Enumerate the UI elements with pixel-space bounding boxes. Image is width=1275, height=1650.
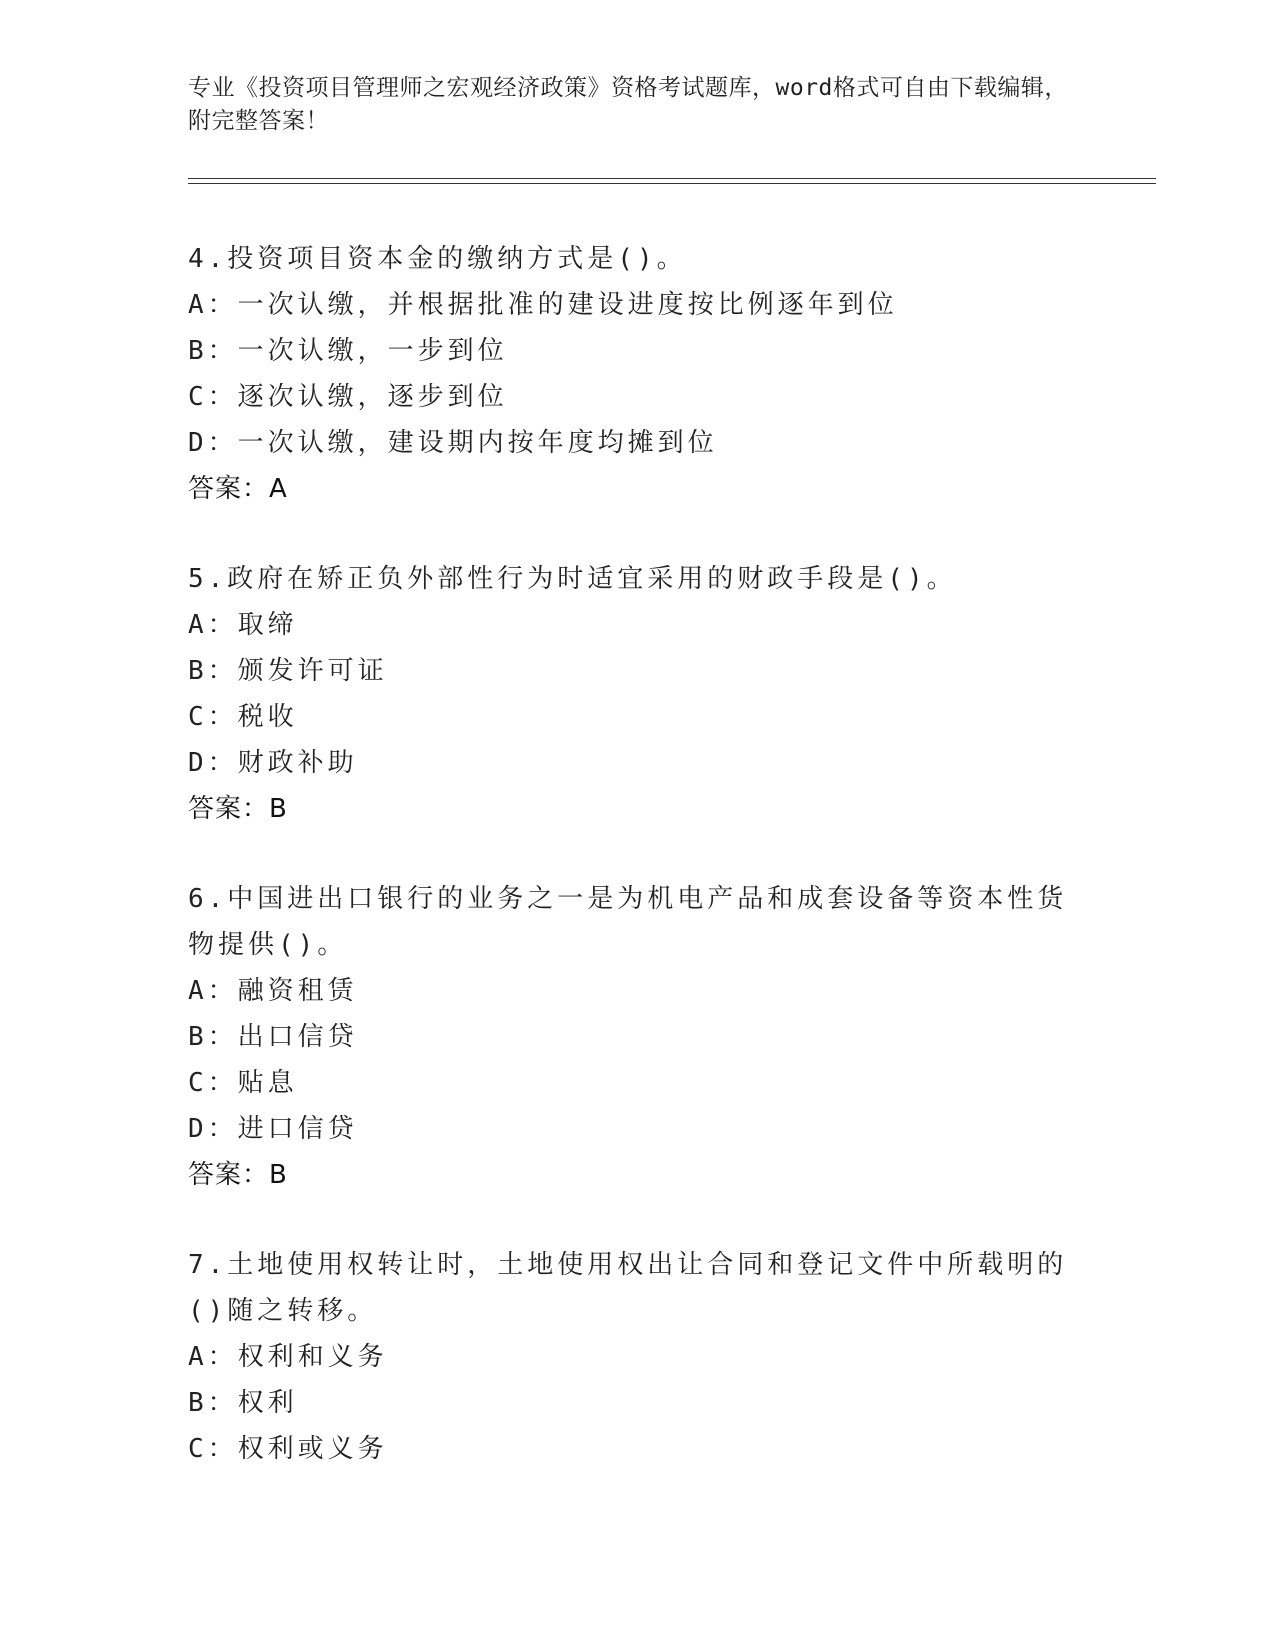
question-7 xyxy=(188,1242,1068,1472)
header-divider-bottom xyxy=(188,183,1156,184)
question-6 xyxy=(188,876,1068,1198)
question-4 xyxy=(188,236,1068,512)
question-5 xyxy=(188,556,1068,832)
option-b: B：一次认缴，一步到位 xyxy=(188,336,508,366)
option-c: C：税收 xyxy=(188,702,298,732)
option-d: D：进口信贷 xyxy=(188,1114,358,1144)
answer-line: 答案：B xyxy=(188,1160,288,1190)
document-header: 专业《投资项目管理师之宏观经济政策》资格考试题库，word格式可自由下载编辑，附完整答案！ xyxy=(188,75,1068,134)
option-a: A：取缔 xyxy=(188,610,298,640)
option-d: D：财政补助 xyxy=(188,748,358,778)
option-b: B：权利 xyxy=(188,1388,298,1418)
question-stem: 7.土地使用权转让时，土地使用权出让合同和登记文件中所载明的()随之转移。 xyxy=(188,1250,1068,1326)
question-stem: 4.投资项目资本金的缴纳方式是()。 xyxy=(188,244,687,274)
option-a: A：权利和义务 xyxy=(188,1342,388,1372)
answer-line: 答案：A xyxy=(188,474,288,504)
option-c: C：贴息 xyxy=(188,1068,298,1098)
question-list xyxy=(188,236,1068,1516)
header-divider-top xyxy=(188,178,1156,179)
option-d: D：一次认缴，建设期内按年度均摊到位 xyxy=(188,428,718,458)
option-b: B：颁发许可证 xyxy=(188,656,388,686)
question-stem: 5.政府在矫正负外部性行为时适宜采用的财政手段是()。 xyxy=(188,564,957,594)
answer-line: 答案：B xyxy=(188,794,288,824)
option-b: B：出口信贷 xyxy=(188,1022,358,1052)
option-c: C：逐次认缴，逐步到位 xyxy=(188,382,508,412)
option-c: C：权利或义务 xyxy=(188,1434,388,1464)
option-a: A：融资租赁 xyxy=(188,976,358,1006)
question-stem: 6.中国进出口银行的业务之一是为机电产品和成套设备等资本性货物提供()。 xyxy=(188,884,1068,960)
option-a: A：一次认缴，并根据批准的建设进度按比例逐年到位 xyxy=(188,290,898,320)
